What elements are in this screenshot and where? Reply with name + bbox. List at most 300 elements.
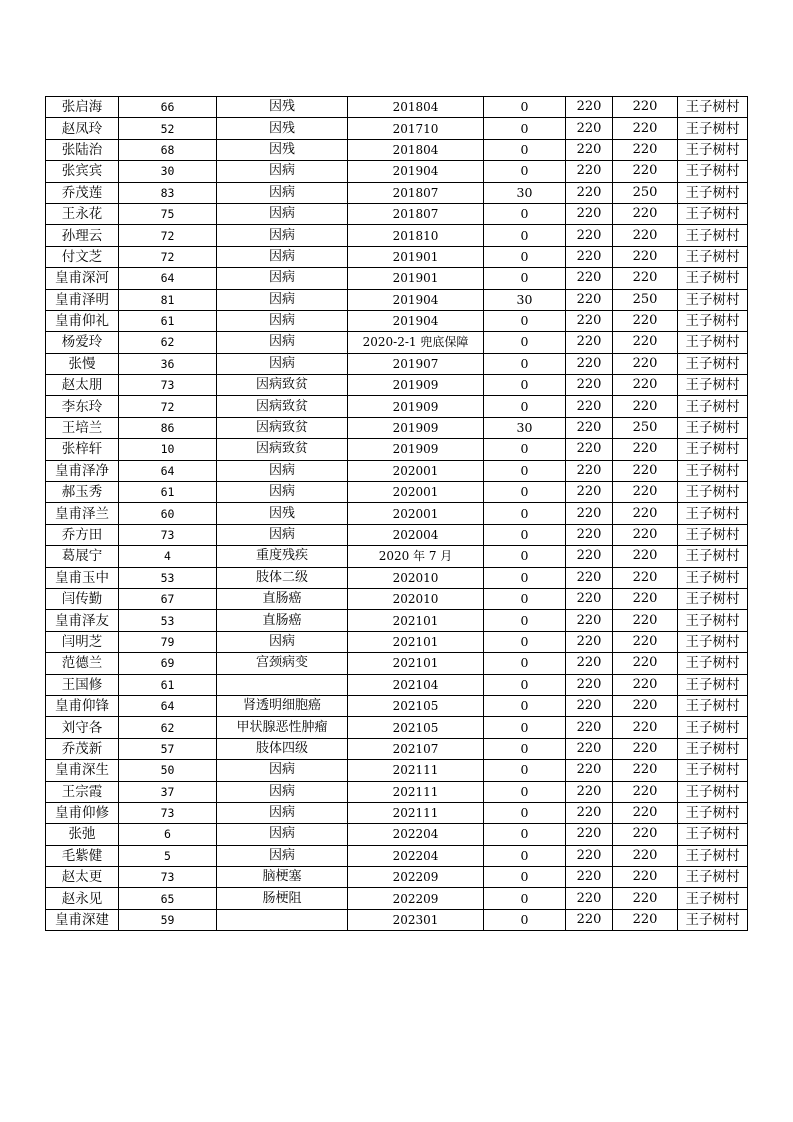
table-row xyxy=(46,567,748,588)
village-cell: 王子树村 xyxy=(678,546,748,567)
base-amount-cell: 220 xyxy=(566,396,613,417)
supplement-cell: 0 xyxy=(484,674,566,695)
supplement-cell: 0 xyxy=(484,567,566,588)
start-date-cell: 202111 xyxy=(348,802,484,823)
supplement-cell: 0 xyxy=(484,460,566,481)
base-amount-cell: 220 xyxy=(566,310,613,331)
village-cell: 王子树村 xyxy=(678,310,748,331)
village-cell: 王子树村 xyxy=(678,781,748,802)
base-amount-cell: 220 xyxy=(566,225,613,246)
total-amount-cell: 220 xyxy=(613,610,678,631)
village-cell: 王子树村 xyxy=(678,738,748,759)
name-cell: 赵太更 xyxy=(46,867,119,888)
reason-cell: 因病 xyxy=(217,631,348,652)
supplement-cell: 0 xyxy=(484,717,566,738)
total-amount-cell: 220 xyxy=(613,353,678,374)
supplement-cell: 0 xyxy=(484,824,566,845)
name-cell: 孙理云 xyxy=(46,225,119,246)
reason-cell: 因病 xyxy=(217,332,348,353)
age-cell: 62 xyxy=(119,717,217,738)
total-amount-cell: 220 xyxy=(613,631,678,652)
table-row xyxy=(46,524,748,545)
table-row xyxy=(46,717,748,738)
table-row xyxy=(46,396,748,417)
village-cell: 王子树村 xyxy=(678,610,748,631)
start-date-cell: 202204 xyxy=(348,845,484,866)
base-amount-cell: 220 xyxy=(566,867,613,888)
village-cell: 王子树村 xyxy=(678,674,748,695)
age-cell: 52 xyxy=(119,118,217,139)
table-row xyxy=(46,417,748,438)
table-body xyxy=(46,97,748,931)
table-row xyxy=(46,353,748,374)
start-date-cell: 201901 xyxy=(348,246,484,267)
village-cell: 王子树村 xyxy=(678,332,748,353)
total-amount-cell: 220 xyxy=(613,653,678,674)
base-amount-cell: 220 xyxy=(566,289,613,310)
total-amount-cell: 220 xyxy=(613,161,678,182)
total-amount-cell: 220 xyxy=(613,802,678,823)
table-row xyxy=(46,289,748,310)
reason-cell: 肾透明细胞癌 xyxy=(217,695,348,716)
table-row xyxy=(46,653,748,674)
start-date-cell: 202301 xyxy=(348,909,484,930)
base-amount-cell: 220 xyxy=(566,503,613,524)
name-cell: 张梓轩 xyxy=(46,439,119,460)
reason-cell: 因病 xyxy=(217,310,348,331)
table-row xyxy=(46,97,748,118)
start-date-cell: 202105 xyxy=(348,695,484,716)
age-cell: 62 xyxy=(119,332,217,353)
supplement-cell: 0 xyxy=(484,353,566,374)
total-amount-cell: 220 xyxy=(613,695,678,716)
name-cell: 皇甫深生 xyxy=(46,760,119,781)
start-date-cell: 202209 xyxy=(348,888,484,909)
start-date-cell: 202111 xyxy=(348,760,484,781)
name-cell: 郝玉秀 xyxy=(46,482,119,503)
reason-cell: 因残 xyxy=(217,97,348,118)
supplement-cell: 0 xyxy=(484,503,566,524)
table-row xyxy=(46,139,748,160)
start-date-cell: 201904 xyxy=(348,289,484,310)
reason-cell: 因病 xyxy=(217,246,348,267)
village-cell: 王子树村 xyxy=(678,460,748,481)
supplement-cell: 0 xyxy=(484,610,566,631)
supplement-cell: 0 xyxy=(484,97,566,118)
name-cell: 王国修 xyxy=(46,674,119,695)
start-date-cell: 202004 xyxy=(348,524,484,545)
base-amount-cell: 220 xyxy=(566,824,613,845)
reason-cell: 因病致贫 xyxy=(217,375,348,396)
reason-cell: 因病 xyxy=(217,824,348,845)
table-row xyxy=(46,482,748,503)
table-row xyxy=(46,888,748,909)
table-row xyxy=(46,695,748,716)
village-cell: 王子树村 xyxy=(678,268,748,289)
age-cell: 81 xyxy=(119,289,217,310)
base-amount-cell: 220 xyxy=(566,203,613,224)
total-amount-cell: 220 xyxy=(613,203,678,224)
village-cell: 王子树村 xyxy=(678,909,748,930)
name-cell: 皇甫泽兰 xyxy=(46,503,119,524)
name-cell: 杨爱玲 xyxy=(46,332,119,353)
age-cell: 36 xyxy=(119,353,217,374)
village-cell: 王子树村 xyxy=(678,118,748,139)
start-date-cell: 201909 xyxy=(348,439,484,460)
name-cell: 张宾宾 xyxy=(46,161,119,182)
base-amount-cell: 220 xyxy=(566,182,613,203)
village-cell: 王子树村 xyxy=(678,760,748,781)
supplement-cell: 0 xyxy=(484,867,566,888)
name-cell: 皇甫深建 xyxy=(46,909,119,930)
village-cell: 王子树村 xyxy=(678,439,748,460)
base-amount-cell: 220 xyxy=(566,482,613,503)
start-date-cell: 201804 xyxy=(348,139,484,160)
table-row xyxy=(46,118,748,139)
base-amount-cell: 220 xyxy=(566,760,613,781)
village-cell: 王子树村 xyxy=(678,97,748,118)
age-cell: 61 xyxy=(119,310,217,331)
total-amount-cell: 220 xyxy=(613,482,678,503)
table-row xyxy=(46,375,748,396)
age-cell: 53 xyxy=(119,567,217,588)
total-amount-cell: 220 xyxy=(613,567,678,588)
start-date-cell: 202101 xyxy=(348,631,484,652)
village-cell: 王子树村 xyxy=(678,524,748,545)
reason-cell: 重度残疾 xyxy=(217,546,348,567)
village-cell: 王子树村 xyxy=(678,375,748,396)
reason-cell: 肢体四级 xyxy=(217,738,348,759)
table-row xyxy=(46,310,748,331)
total-amount-cell: 220 xyxy=(613,332,678,353)
age-cell: 86 xyxy=(119,417,217,438)
reason-cell: 因残 xyxy=(217,118,348,139)
age-cell: 73 xyxy=(119,524,217,545)
start-date-cell: 202111 xyxy=(348,781,484,802)
table-row xyxy=(46,781,748,802)
village-cell: 王子树村 xyxy=(678,845,748,866)
age-cell: 37 xyxy=(119,781,217,802)
reason-cell: 因病 xyxy=(217,353,348,374)
name-cell: 赵永见 xyxy=(46,888,119,909)
reason-cell: 肠梗阻 xyxy=(217,888,348,909)
age-cell: 4 xyxy=(119,546,217,567)
supplement-cell: 0 xyxy=(484,439,566,460)
supplement-cell: 0 xyxy=(484,888,566,909)
age-cell: 30 xyxy=(119,161,217,182)
reason-cell: 直肠癌 xyxy=(217,610,348,631)
total-amount-cell: 220 xyxy=(613,139,678,160)
name-cell: 闫传勤 xyxy=(46,588,119,609)
start-date-cell: 201810 xyxy=(348,225,484,246)
name-cell: 张启海 xyxy=(46,97,119,118)
supplement-cell: 0 xyxy=(484,909,566,930)
age-cell: 64 xyxy=(119,695,217,716)
name-cell: 范德兰 xyxy=(46,653,119,674)
supplement-cell: 0 xyxy=(484,268,566,289)
table-row xyxy=(46,332,748,353)
table-row xyxy=(46,460,748,481)
base-amount-cell: 220 xyxy=(566,246,613,267)
table-row xyxy=(46,845,748,866)
base-amount-cell: 220 xyxy=(566,845,613,866)
start-date-cell: 202010 xyxy=(348,588,484,609)
supplement-cell: 0 xyxy=(484,161,566,182)
reason-cell: 甲状腺恶性肿瘤 xyxy=(217,717,348,738)
table-row xyxy=(46,631,748,652)
supplement-cell: 0 xyxy=(484,396,566,417)
reason-cell: 因病致贫 xyxy=(217,439,348,460)
village-cell: 王子树村 xyxy=(678,867,748,888)
start-date-cell: 201901 xyxy=(348,268,484,289)
name-cell: 皇甫泽净 xyxy=(46,460,119,481)
start-date-cell: 2020-2-1 兜底保障 xyxy=(348,332,484,353)
start-date-cell: 201909 xyxy=(348,417,484,438)
age-cell: 79 xyxy=(119,631,217,652)
reason-cell: 因病 xyxy=(217,460,348,481)
base-amount-cell: 220 xyxy=(566,268,613,289)
village-cell: 王子树村 xyxy=(678,139,748,160)
supplement-cell: 0 xyxy=(484,546,566,567)
village-cell: 王子树村 xyxy=(678,588,748,609)
table-row xyxy=(46,182,748,203)
base-amount-cell: 220 xyxy=(566,738,613,759)
age-cell: 50 xyxy=(119,760,217,781)
total-amount-cell: 250 xyxy=(613,417,678,438)
base-amount-cell: 220 xyxy=(566,524,613,545)
total-amount-cell: 220 xyxy=(613,503,678,524)
name-cell: 毛紫健 xyxy=(46,845,119,866)
start-date-cell: 202001 xyxy=(348,460,484,481)
table-row xyxy=(46,802,748,823)
total-amount-cell: 220 xyxy=(613,760,678,781)
supplement-cell: 0 xyxy=(484,482,566,503)
base-amount-cell: 220 xyxy=(566,353,613,374)
total-amount-cell: 250 xyxy=(613,182,678,203)
table-row xyxy=(46,246,748,267)
village-cell: 王子树村 xyxy=(678,203,748,224)
base-amount-cell: 220 xyxy=(566,781,613,802)
supplement-cell: 30 xyxy=(484,289,566,310)
village-cell: 王子树村 xyxy=(678,824,748,845)
village-cell: 王子树村 xyxy=(678,717,748,738)
base-amount-cell: 220 xyxy=(566,139,613,160)
village-cell: 王子树村 xyxy=(678,503,748,524)
table-row xyxy=(46,909,748,930)
supplement-cell: 0 xyxy=(484,225,566,246)
age-cell: 68 xyxy=(119,139,217,160)
table-row xyxy=(46,867,748,888)
supplement-cell: 0 xyxy=(484,738,566,759)
start-date-cell: 201904 xyxy=(348,161,484,182)
total-amount-cell: 250 xyxy=(613,289,678,310)
total-amount-cell: 220 xyxy=(613,546,678,567)
total-amount-cell: 220 xyxy=(613,246,678,267)
start-date-cell: 201807 xyxy=(348,182,484,203)
age-cell: 73 xyxy=(119,375,217,396)
reason-cell: 因病 xyxy=(217,225,348,246)
base-amount-cell: 220 xyxy=(566,546,613,567)
reason-cell: 直肠癌 xyxy=(217,588,348,609)
age-cell: 75 xyxy=(119,203,217,224)
age-cell: 73 xyxy=(119,802,217,823)
age-cell: 10 xyxy=(119,439,217,460)
table-row xyxy=(46,760,748,781)
base-amount-cell: 220 xyxy=(566,802,613,823)
supplement-cell: 0 xyxy=(484,524,566,545)
reason-cell xyxy=(217,909,348,930)
start-date-cell: 202001 xyxy=(348,503,484,524)
base-amount-cell: 220 xyxy=(566,332,613,353)
total-amount-cell: 220 xyxy=(613,909,678,930)
start-date-cell: 201904 xyxy=(348,310,484,331)
supplement-cell: 0 xyxy=(484,375,566,396)
age-cell: 64 xyxy=(119,460,217,481)
village-cell: 王子树村 xyxy=(678,246,748,267)
name-cell: 皇甫仰锋 xyxy=(46,695,119,716)
name-cell: 王永花 xyxy=(46,203,119,224)
name-cell: 张慢 xyxy=(46,353,119,374)
reason-cell: 因残 xyxy=(217,503,348,524)
reason-cell: 因病 xyxy=(217,482,348,503)
age-cell: 73 xyxy=(119,867,217,888)
base-amount-cell: 220 xyxy=(566,631,613,652)
name-cell: 皇甫仰修 xyxy=(46,802,119,823)
age-cell: 72 xyxy=(119,396,217,417)
age-cell: 60 xyxy=(119,503,217,524)
name-cell: 刘守各 xyxy=(46,717,119,738)
base-amount-cell: 220 xyxy=(566,161,613,182)
village-cell: 王子树村 xyxy=(678,353,748,374)
base-amount-cell: 220 xyxy=(566,375,613,396)
total-amount-cell: 220 xyxy=(613,460,678,481)
base-amount-cell: 220 xyxy=(566,909,613,930)
name-cell: 皇甫玉中 xyxy=(46,567,119,588)
assistance-roster-table xyxy=(45,96,748,931)
supplement-cell: 0 xyxy=(484,845,566,866)
name-cell: 闫明芝 xyxy=(46,631,119,652)
start-date-cell: 2020 年 7 月 xyxy=(348,546,484,567)
name-cell: 乔方田 xyxy=(46,524,119,545)
total-amount-cell: 220 xyxy=(613,717,678,738)
age-cell: 72 xyxy=(119,225,217,246)
reason-cell: 因病 xyxy=(217,161,348,182)
age-cell: 69 xyxy=(119,653,217,674)
base-amount-cell: 220 xyxy=(566,653,613,674)
start-date-cell: 202107 xyxy=(348,738,484,759)
start-date-cell: 202204 xyxy=(348,824,484,845)
total-amount-cell: 220 xyxy=(613,225,678,246)
base-amount-cell: 220 xyxy=(566,674,613,695)
supplement-cell: 0 xyxy=(484,760,566,781)
supplement-cell: 0 xyxy=(484,246,566,267)
start-date-cell: 202105 xyxy=(348,717,484,738)
village-cell: 王子树村 xyxy=(678,396,748,417)
base-amount-cell: 220 xyxy=(566,118,613,139)
village-cell: 王子树村 xyxy=(678,289,748,310)
village-cell: 王子树村 xyxy=(678,695,748,716)
total-amount-cell: 220 xyxy=(613,524,678,545)
start-date-cell: 202010 xyxy=(348,567,484,588)
base-amount-cell: 220 xyxy=(566,460,613,481)
village-cell: 王子树村 xyxy=(678,417,748,438)
reason-cell: 因病致贫 xyxy=(217,417,348,438)
reason-cell: 因病 xyxy=(217,802,348,823)
total-amount-cell: 220 xyxy=(613,118,678,139)
start-date-cell: 201909 xyxy=(348,396,484,417)
reason-cell: 因病 xyxy=(217,781,348,802)
name-cell: 赵太朋 xyxy=(46,375,119,396)
supplement-cell: 0 xyxy=(484,118,566,139)
age-cell: 64 xyxy=(119,268,217,289)
village-cell: 王子树村 xyxy=(678,802,748,823)
total-amount-cell: 220 xyxy=(613,738,678,759)
village-cell: 王子树村 xyxy=(678,888,748,909)
table-row xyxy=(46,588,748,609)
name-cell: 皇甫仰礼 xyxy=(46,310,119,331)
base-amount-cell: 220 xyxy=(566,417,613,438)
table-row xyxy=(46,503,748,524)
village-cell: 王子树村 xyxy=(678,161,748,182)
name-cell: 葛展宁 xyxy=(46,546,119,567)
base-amount-cell: 220 xyxy=(566,588,613,609)
supplement-cell: 30 xyxy=(484,417,566,438)
total-amount-cell: 220 xyxy=(613,375,678,396)
base-amount-cell: 220 xyxy=(566,695,613,716)
reason-cell: 因病 xyxy=(217,760,348,781)
total-amount-cell: 220 xyxy=(613,268,678,289)
reason-cell: 因病 xyxy=(217,524,348,545)
reason-cell: 肢体二级 xyxy=(217,567,348,588)
name-cell: 皇甫泽明 xyxy=(46,289,119,310)
total-amount-cell: 220 xyxy=(613,824,678,845)
name-cell: 张陆治 xyxy=(46,139,119,160)
supplement-cell: 0 xyxy=(484,203,566,224)
village-cell: 王子树村 xyxy=(678,567,748,588)
age-cell: 57 xyxy=(119,738,217,759)
table-row xyxy=(46,824,748,845)
age-cell: 61 xyxy=(119,674,217,695)
base-amount-cell: 220 xyxy=(566,610,613,631)
total-amount-cell: 220 xyxy=(613,396,678,417)
start-date-cell: 202101 xyxy=(348,610,484,631)
name-cell: 赵凤玲 xyxy=(46,118,119,139)
name-cell: 付文芝 xyxy=(46,246,119,267)
start-date-cell: 201907 xyxy=(348,353,484,374)
total-amount-cell: 220 xyxy=(613,674,678,695)
village-cell: 王子树村 xyxy=(678,631,748,652)
reason-cell: 脑梗塞 xyxy=(217,867,348,888)
age-cell: 61 xyxy=(119,482,217,503)
table-row xyxy=(46,674,748,695)
start-date-cell: 201710 xyxy=(348,118,484,139)
total-amount-cell: 220 xyxy=(613,310,678,331)
table-row xyxy=(46,225,748,246)
village-cell: 王子树村 xyxy=(678,482,748,503)
supplement-cell: 0 xyxy=(484,653,566,674)
reason-cell: 因病 xyxy=(217,268,348,289)
start-date-cell: 202101 xyxy=(348,653,484,674)
supplement-cell: 0 xyxy=(484,631,566,652)
village-cell: 王子树村 xyxy=(678,182,748,203)
age-cell: 53 xyxy=(119,610,217,631)
name-cell: 皇甫深河 xyxy=(46,268,119,289)
supplement-cell: 0 xyxy=(484,695,566,716)
start-date-cell: 202001 xyxy=(348,482,484,503)
age-cell: 5 xyxy=(119,845,217,866)
reason-cell xyxy=(217,674,348,695)
age-cell: 83 xyxy=(119,182,217,203)
